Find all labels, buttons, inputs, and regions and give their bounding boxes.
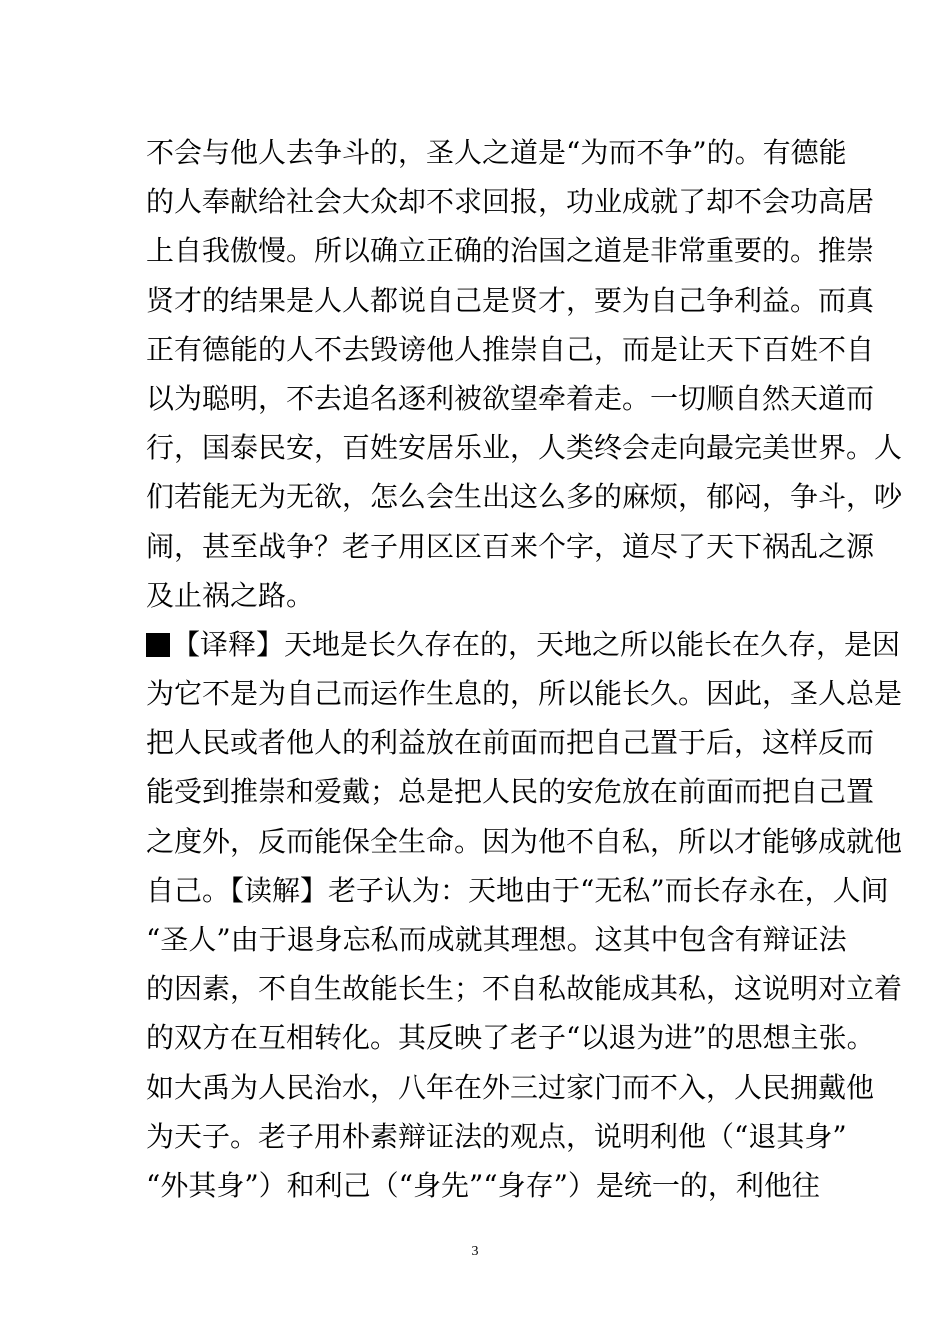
text-line: 能受到推崇和爱戴；总是把人民的安危放在前面而把自己置 bbox=[146, 775, 875, 809]
text-line: 为它不是为自己而运作生息的，所以能长久。因此，圣人总是 bbox=[146, 677, 903, 711]
text-line: 如大禹为人民治水，八年在外三过家门而不入，人民拥戴他 bbox=[146, 1070, 875, 1104]
text-line: 正有德能的人不去毁谤他人推崇自己，而是让天下百姓不自 bbox=[146, 332, 875, 366]
text-line: 们若能无为无欲，怎么会生出这么多的麻烦，郁闷，争斗，吵 bbox=[146, 480, 903, 514]
text-line: 的因素，不自生故能长生；不自私故能成其私，这说明对立着 bbox=[146, 972, 903, 1006]
text-line: 行，国泰民安，百姓安居乐业，人类终会走向最完美世界。人 bbox=[146, 431, 903, 465]
text-line: 闹，甚至战争？老子用区区百来个字，道尽了天下祸乱之源 bbox=[146, 529, 875, 563]
text-line: 【译释】天地是长久存在的，天地之所以能长在久存，是因 bbox=[172, 627, 901, 661]
text-line: 自己。【读解】老子认为：天地由于“无私”而长存永在，人间 bbox=[146, 873, 889, 907]
text-line: 的人奉献给社会大众却不求回报，功业成就了却不会功高居 bbox=[146, 185, 875, 219]
square-bullet-icon bbox=[146, 633, 170, 657]
text-line: 的双方在互相转化。其反映了老子“以退为进”的思想主张。 bbox=[146, 1021, 875, 1055]
page-number: 3 bbox=[471, 1244, 479, 1259]
translation-heading-line bbox=[146, 620, 901, 669]
text-line: 以为聪明，不去追名逐利被欲望牵着走。一切顺自然天道而 bbox=[146, 381, 875, 415]
text-line: 把人民或者他人的利益放在前面而把自己置于后，这样反而 bbox=[146, 726, 875, 760]
text-line: “圣人”由于退身忘私而成就其理想。这其中包含有辩证法 bbox=[146, 923, 847, 956]
text-line: “外其身”）和利己（“身先”“身存”）是统一的，利他往 bbox=[146, 1168, 820, 1202]
text-line: 上自我傲慢。所以确立正确的治国之道是非常重要的。推崇 bbox=[146, 234, 875, 268]
text-line: 之度外，反而能保全生命。因为他不自私，所以才能够成就他 bbox=[146, 824, 903, 858]
text-line: 及止祸之路。 bbox=[146, 578, 315, 612]
body-text bbox=[146, 128, 903, 1210]
text-line: 不会与他人去争斗的，圣人之道是“为而不争”的。有德能 bbox=[146, 136, 847, 169]
text-line: 为天子。老子用朴素辩证法的观点，说明利他（“退其身” bbox=[146, 1119, 847, 1153]
text-line: 贤才的结果是人人都说自己是贤才，要为自己争利益。而真 bbox=[146, 283, 875, 317]
